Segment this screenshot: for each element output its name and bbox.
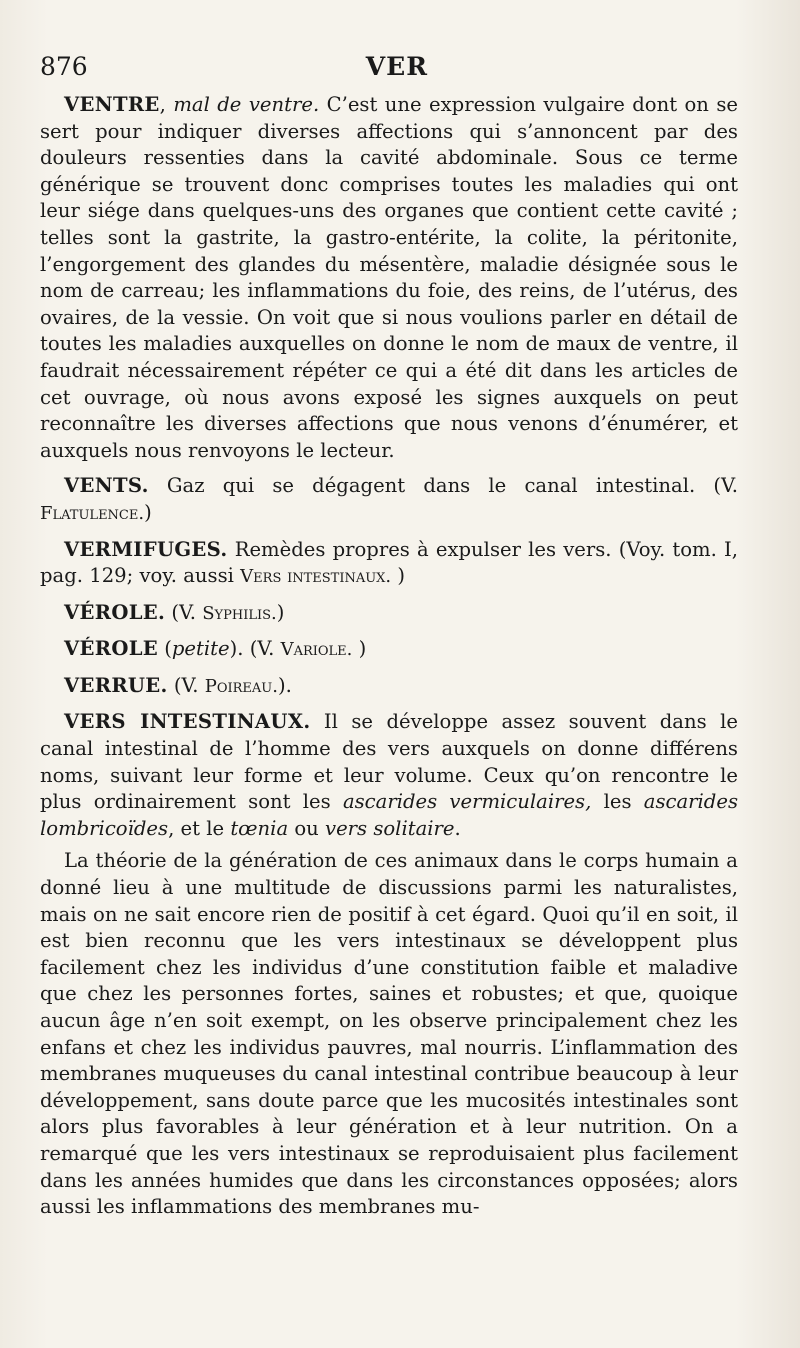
entry-text: . bbox=[454, 816, 461, 840]
closing-paren: ) bbox=[352, 637, 367, 661]
dictionary-entries bbox=[40, 92, 738, 1221]
entry-verrue bbox=[40, 673, 738, 701]
closing-paren: ) bbox=[276, 600, 285, 624]
entry-text: Remèdes propres à expulser les vers. (Voy. tom. I, pag. 129; voy. aussi bbox=[40, 537, 738, 588]
species-name: vers solitaire bbox=[325, 816, 455, 840]
headword: VERRUE. bbox=[64, 673, 168, 697]
entry-ventre bbox=[40, 92, 738, 464]
headword: VERS INTESTINAUX. bbox=[64, 710, 311, 734]
entry-text: Gaz qui se dégagent dans le canal intestinal. (V. bbox=[148, 474, 738, 498]
cross-reference: Syphilis. bbox=[202, 602, 277, 624]
species-name: tœnia bbox=[230, 816, 289, 840]
open-paren: ( bbox=[158, 637, 172, 661]
page-header bbox=[40, 52, 738, 92]
entry-verole bbox=[40, 600, 738, 628]
entry-text: C’est une expression vulgaire dont on se sert pour indiquer diverses affections qui s’annoncent par des douleurs ressenties dans la cavité abdominale. Sous ce terme générique se trouvent donc comprises toutes les maladies qui ont leur siége dans quelques-uns des organes que contient cette cavité ; telles sont la gastrite, la gastro-entérite, la colite, la péritonite, l’engorgement des glandes du mésentère, maladie désignée sous le nom de carreau; les inflammations du foie, des reins, de l’utérus, des ovaires, de la vessie. On voit que si nous voulions parler en détail de toutes les maladies auxquelles on donne le nom de maux de ventre, il faudrait nécessairement répéter ce qui a été dit dans les articles de cet ouvrage, où nous avons exposé les signes auxquels on peut reconnaître les diverses affections que nous venons d’énumérer, et auxquels nous renvoyons le lecteur. bbox=[40, 93, 738, 462]
species-name: ascarides vermiculaires, bbox=[342, 790, 592, 814]
headword: VENTRE bbox=[64, 93, 160, 116]
headword: VÉROLE bbox=[64, 637, 158, 661]
entry-text: (V. bbox=[165, 600, 203, 624]
species-name: ascarides lombricoïdes bbox=[40, 790, 738, 840]
headword: VÉROLE. bbox=[64, 600, 166, 624]
headword: VERMIFUGES. bbox=[64, 537, 228, 561]
cross-reference: Poireau. bbox=[204, 675, 278, 697]
page-number: 876 bbox=[40, 52, 88, 81]
entry-vermifuges bbox=[40, 537, 738, 591]
separator: , bbox=[159, 93, 174, 116]
cross-reference: Flatulence. bbox=[40, 502, 145, 524]
running-head: VER bbox=[365, 52, 428, 81]
entry-text: les bbox=[591, 790, 644, 814]
qualifier: petite bbox=[171, 637, 230, 661]
headword: VENTS. bbox=[64, 474, 149, 498]
paragraph-theorie: La théorie de la génération de ces animaux dans le corps humain a donné lieu à une multitude de discussions parmi les naturalistes, mais on ne sait encore rien de positif à cet égard. Quoi qu’il en soit, il est bien reconnu que les vers intestinaux se développent plus facilement chez les individus d’une constitution faible et maladive que chez les personnes fortes, saines et robustes; et que, quoique aucun âge n’en soit exempt, on les observe principalement chez les enfans et chez les individus pauvres, mal nourris. L’inflammation des membranes muqueuses du canal intestinal contribue beaucoup à leur développement, sans doute parce que les mucosités intestinales sont alors plus favorables à leur génération et à leur nutrition. On a remarqué que les vers intestinaux se reproduisaient plus facilement dans les années humides que dans les circonstances opposées; alors aussi les inflammations des membranes mu- bbox=[40, 849, 738, 1219]
cross-reference: Vers intestinaux. bbox=[240, 566, 392, 588]
closing-paren: ) bbox=[391, 564, 406, 588]
subtitle: mal de ventre. bbox=[173, 93, 320, 116]
entry-text: ou bbox=[288, 816, 326, 840]
entry-text: (V. bbox=[167, 673, 205, 697]
closing-paren: ) bbox=[144, 500, 152, 524]
entry-text: , et le bbox=[168, 816, 231, 840]
entry-vers-intestinaux bbox=[40, 709, 738, 842]
cross-reference: Variole. bbox=[280, 639, 353, 661]
entry-vents bbox=[40, 473, 738, 527]
entry-text: ). (V. bbox=[229, 637, 281, 661]
entry-text: Il se développe assez souvent dans le canal intestinal de l’homme des vers auxquels on donne différens noms, suivant leur forme et leur volume. Ceux qu’on rencontre le plus ordinairement sont les bbox=[40, 710, 738, 814]
entry-verole-petite bbox=[40, 636, 738, 664]
closing-paren: ). bbox=[277, 673, 292, 697]
